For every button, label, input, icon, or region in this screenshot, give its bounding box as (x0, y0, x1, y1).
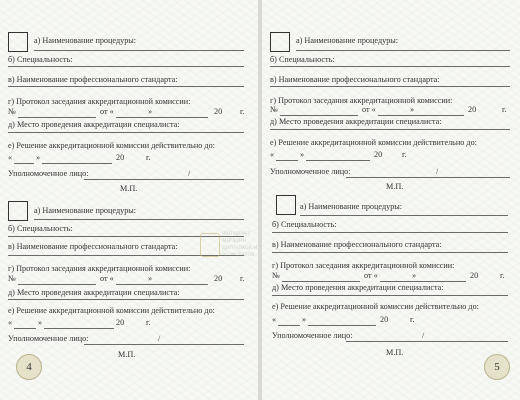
field-line (272, 295, 508, 296)
field-line (42, 163, 112, 164)
accreditation-record-2 (262, 22, 520, 192)
watermark-line: магазин (222, 237, 247, 244)
valid-date-open: « (8, 318, 13, 327)
protocol-date-open: от « (362, 105, 376, 114)
protocol-number-sign: № (272, 271, 280, 280)
signature-slash: / (188, 169, 191, 178)
protocol-year-suffix: г. (240, 274, 245, 283)
watermark-text (222, 230, 257, 258)
protocol-year-suffix: г. (502, 105, 507, 114)
protocol-date-close: » (410, 105, 415, 114)
valid-year-suffix: г. (146, 318, 151, 327)
field-label-specialty: б) Специальность: (270, 55, 335, 64)
protocol-date-close: » (148, 107, 153, 116)
protocol-date-open: от « (100, 107, 114, 116)
valid-date-open: « (8, 153, 13, 162)
field-line (308, 325, 376, 326)
field-line (14, 163, 34, 164)
watermark-line: дипломов и (222, 244, 258, 251)
field-line (280, 115, 358, 116)
checkbox-square (270, 32, 290, 52)
protocol-number-sign: № (8, 274, 16, 283)
protocol-year: 20 (214, 107, 223, 116)
field-label-place: д) Место проведения аккредитации специалиста: (270, 117, 442, 126)
field-label-valid-until: е) Решение аккредитационной комиссии действительно до: (272, 302, 479, 311)
valid-year-suffix: г. (146, 153, 151, 162)
field-label-procedure: а) Наименование процедуры: (34, 206, 137, 215)
protocol-year-suffix: г. (500, 271, 505, 280)
valid-year-suffix: г. (402, 150, 407, 159)
protocol-number-sign: № (8, 107, 16, 116)
field-line (270, 129, 510, 130)
field-line (8, 66, 244, 67)
field-label-standard: в) Наименование профессионального стандарта: (272, 240, 442, 249)
field-label-specialty: б) Специальность: (272, 220, 337, 229)
valid-date-close: » (36, 153, 41, 162)
field-label-valid-until: е) Решение аккредитационной комиссии действительно до: (8, 141, 215, 150)
accreditation-record-4 (262, 195, 520, 365)
field-label-place: д) Место проведения аккредитации специалиста: (272, 283, 444, 292)
valid-year: 20 (116, 318, 125, 327)
accreditation-record-3 (0, 195, 258, 365)
field-line (270, 66, 510, 67)
protocol-year: 20 (468, 105, 477, 114)
signature-slash: / (422, 331, 425, 340)
stamp-placeholder: М.П. (386, 182, 404, 191)
field-line (8, 299, 244, 300)
field-label-valid-until: е) Решение аккредитационной комиссии действительно до: (8, 306, 215, 315)
field-label-specialty: б) Специальность: (8, 55, 73, 64)
valid-year: 20 (116, 153, 125, 162)
field-line (34, 219, 244, 220)
field-line (306, 160, 370, 161)
stamp-placeholder: М.П. (120, 184, 138, 193)
signature-slash: / (436, 167, 439, 176)
valid-date-open: « (272, 315, 277, 324)
left-page (0, 0, 258, 400)
field-line (18, 117, 96, 118)
field-line (296, 50, 510, 51)
checkbox-square (8, 201, 28, 221)
field-line (272, 252, 508, 253)
field-line (116, 284, 208, 285)
protocol-year-suffix: г. (240, 107, 245, 116)
field-line (282, 281, 360, 282)
field-label-procedure: а) Наименование процедуры: (296, 36, 399, 45)
checkbox-square (276, 195, 296, 215)
field-label-procedure: а) Наименование процедуры: (34, 36, 137, 45)
field-label-valid-until: е) Решение аккредитационной комиссии действительно до: (270, 138, 477, 147)
protocol-year: 20 (214, 274, 223, 283)
field-label-standard: в) Наименование профессионального стандарта: (8, 75, 178, 84)
signature-line (346, 177, 510, 178)
valid-date-close: » (38, 318, 43, 327)
valid-year: 20 (374, 150, 383, 159)
watermark (200, 230, 280, 280)
field-label-standard: в) Наименование профессионального стандарта: (8, 242, 178, 251)
field-label-standard: в) Наименование профессионального стандарта: (270, 75, 440, 84)
valid-year-suffix: г. (410, 315, 415, 324)
field-line (272, 232, 508, 233)
protocol-year: 20 (470, 271, 479, 280)
field-line (116, 117, 208, 118)
field-line (380, 281, 466, 282)
watermark-logo-icon (200, 233, 220, 257)
field-label-protocol: г) Протокол заседания аккредитационной комиссии: (8, 97, 191, 106)
signature-line (346, 341, 508, 342)
field-line (278, 325, 300, 326)
protocol-date-close: » (412, 271, 417, 280)
field-label-protocol: г) Протокол заседания аккредитационной комиссии: (8, 264, 191, 273)
field-line (8, 86, 244, 87)
field-label-protocol: г) Протокол заседания аккредитационной комиссии: (272, 261, 455, 270)
field-label-protocol: г) Протокол заседания аккредитационной комиссии: (270, 96, 453, 105)
valid-date-open: « (270, 150, 275, 159)
watermark-line: Интернет (222, 230, 251, 237)
field-line (18, 284, 96, 285)
watermark-line: аттестатов (222, 251, 255, 258)
field-line (44, 328, 114, 329)
field-line (378, 115, 464, 116)
field-label-authorized-person: Уполномоченное лицо: (272, 331, 353, 340)
stamp-placeholder: М.П. (118, 350, 136, 359)
right-page (262, 0, 520, 400)
protocol-number-sign: № (270, 105, 278, 114)
field-line (300, 215, 508, 216)
field-label-place: д) Место проведения аккредитации специалиста: (8, 288, 180, 297)
field-label-place: д) Место проведения аккредитации специалиста: (8, 120, 180, 129)
field-line (34, 50, 244, 51)
checkbox-square (8, 32, 28, 52)
field-line (276, 160, 298, 161)
signature-line (84, 344, 244, 345)
protocol-date-open: от « (364, 271, 378, 280)
field-label-specialty: б) Специальность: (8, 224, 73, 233)
valid-date-close: » (300, 150, 305, 159)
valid-year: 20 (380, 315, 389, 324)
page-number-right: 5 (484, 354, 510, 380)
field-label-procedure: а) Наименование процедуры: (300, 202, 403, 211)
stamp-placeholder: М.П. (386, 348, 404, 357)
field-line (14, 328, 36, 329)
field-label-authorized-person: Уполномоченное лицо: (8, 169, 89, 178)
page-number-left: 4 (16, 354, 42, 380)
protocol-date-open: от « (100, 274, 114, 283)
field-label-authorized-person: Уполномоченное лицо: (270, 167, 351, 176)
valid-date-close: » (302, 315, 307, 324)
field-line (8, 132, 244, 133)
field-line (270, 86, 510, 87)
protocol-date-close: » (148, 274, 153, 283)
signature-slash: / (158, 334, 161, 343)
accreditation-record-1 (0, 22, 258, 192)
signature-line (84, 179, 244, 180)
field-label-authorized-person: Уполномоченное лицо: (8, 334, 89, 343)
